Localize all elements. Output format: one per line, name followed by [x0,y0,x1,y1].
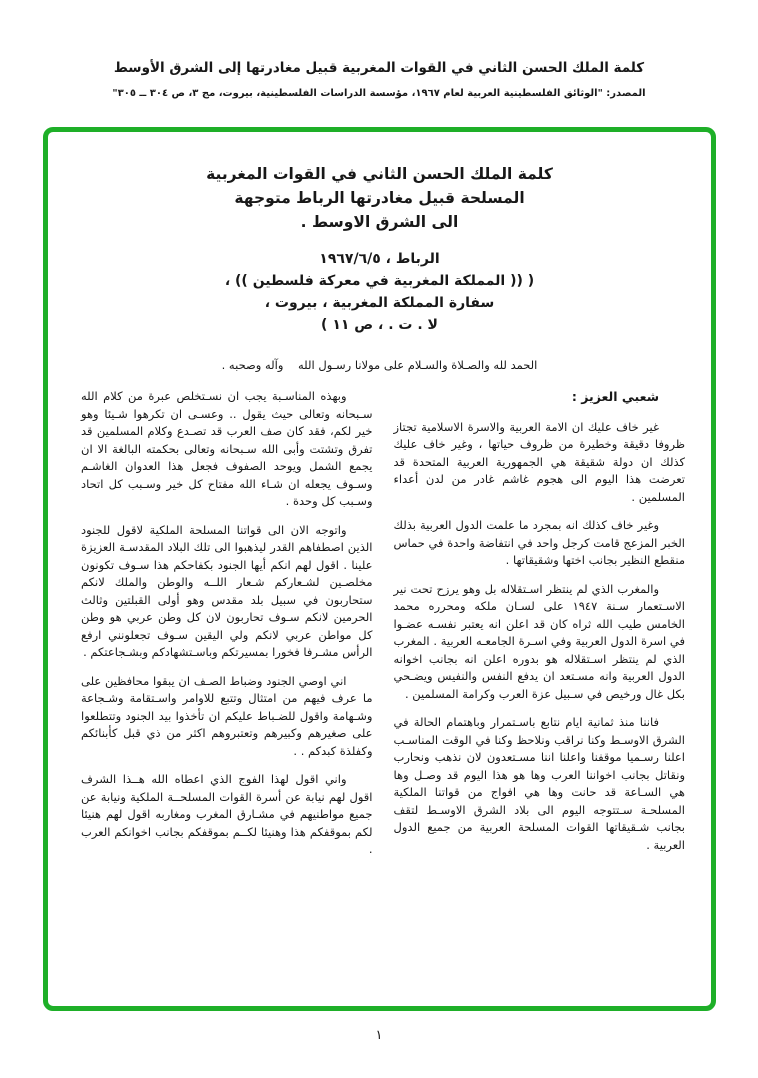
left-paragraph-1: وبهذه المناسـبة يجب ان نسـتخلص عبرة من كلام الله سـبحانه وتعالى حيث يقول .. وعسـى ان تكرهوا شـيئا وهو خير لكم، فقد كان صف العرب قد تصـدع وكلام المسلمين قد تفرق وتشتت وأبى الله سـبحانه وتعالى بحكمته البالغة الا ان يجمع الشمل ويوحد الصفوف فجعل هذا العدوان الغاشـم وسـوف يجعله ان شـاء الله مفتاح كل خير وسـبب كل اتحاد وسـبب كل وحدة . [81,389,373,508]
opening-invocation: الحمد لله والصـلاة والسـلام على مولانا رسـول الله وآله وصحبه . [221,358,538,372]
column-left [81,388,373,870]
citation-date-line: الرباط ، ١٩٦٧/٦/٥ [319,251,440,267]
left-paragraph-2: واتوجه الان الى قواتنا المسلحة الملكية لاقول للجنود الذين اصطفاهم القدر ليذهبوا الى تلك البلاد المقدسـة العزيزة علينا . اقول لهم انكم أيها الجنود بكفاحكم هذا سـوف تكونون مخلصـين لشـعاركم شـعار اللــه والوطن والملك لانكم ستحاربون في سبيل بلد مقدس وهو أولى القبلتين وثالث الحرمين لانكم سـوف تحاربون لان كل وطن عربي هو وطن كل مواطن عربي لانكم ولي اليقين سـوف تجعلونني ارفع الرأس مشـرفا فخورا بمسيرتكم وباسـتشهادكم وبشـجاعتكم . [81,522,373,659]
two-column-body [81,388,685,870]
citation-publisher-line: سفارة المملكة المغربية ، بيروت ، [264,295,495,311]
right-paragraph-3: والمغرب الذي لم ينتظر اسـتقلاله بل وهو يرزح تحت نير الاسـتعمار سـنة ١٩٤٧ على لسـان ملكه ومحرره محمد الخامس طيب الله ثراه كان قد اعلن انه يعتبر نفسـه عضـوا في اسرة الدول العربية وفي اسـرة الجامعـه العربية . المغرب الذي لم ينتظر اسـتقلاله هو بدوره اعلن انه بجانب اخوانه الدول العربية وانه مسـتعد ان يدفع النفس والنفيس ويضـحي بكل غال ورخيص في سـبيل عزة العرب وكرامة المسلمين . [393,581,685,701]
column-right [394,388,686,870]
document-citation [48,248,711,336]
right-paragraph-4: فاننا منذ ثمانية ايام نتابع باسـتمرار وباهتمام الحالة في الشرق الاوسـط وكنا نراقب ونلاحظ وكنا في الوقت المناسـب اعلنا رسـميا موقفنا واعلنا اننا مسـتعدون لان نذهب ونحارب ونقاتل بجانب اخواننا العرب وها هو هذا اليوم قد وصـل وها هي السـاعة قد حانت وها هي افواج من قواتنا الملكية المسلحـة سـتتوجه اليوم الى بلاد الشرق الاوسـط لتقف بجانب شـقيقاتها القوات المسلحة العربية من جميع الدول العربية . [393,715,685,852]
left-paragraph-4: واني اقول لهذا الفوج الذي اعطاه الله هــذا الشرف اقول لهم نيابة عن أسرة القوات المسلحــة الملكية ونيابة عن جميع مواطنيهم في مشـارق المغرب ومغاربه اقول لهم هنيئا لكم بموقفكم هذا وهنيئا لكــم بموقفكم بجانب اخوانكم العرب . [81,772,373,856]
document-scan-frame [43,127,716,1011]
left-paragraph-3: اني اوصي الجنود وضباط الصـف ان يبقوا محافظين على ما عرف فيهم من امتثال وتتبع للاوامر واسـتقامة وشـجاعة وشـهامة واقول للضـباط عليكم ان تأخذوا بيد الجنود وتتطلعوا على صغيرهم وكبيرهم وتعتبروهم اكثر من ذي قبل كأبنائكم وكفلذة كبدكم . . [81,673,373,758]
document-title [48,162,711,234]
header-title: كلمة الملك الحسن الثاني في القوات المغربية قبيل مغادرتها إلى الشرق الأوسط [113,60,645,76]
page-number: ١ [375,1028,383,1043]
citation-page-line: لا . ت . ، ص ١١ ) [321,317,438,333]
document-title-line-2: المسلحة قبيل مغادرتها الرباط متوجهة [234,189,525,207]
document-title-line-3: الى الشرق الاوسط . [300,213,459,231]
right-paragraph-2: وغير خاف كذلك انه بمجرد ما علمت الدول العربية بذلك الخبر المزعج قامت كرجل واحد في انتفاضة واحدة في حماس منقطع النظير بجانب اختها وشقيقاتها . [393,518,685,567]
document-title-line-1: كلمة الملك الحسن الثاني في القوات المغربية [206,165,553,183]
header-source: المصدر: "الوثائق الفلسطينية العربية لعام ١٩٦٧، مؤسسة الدراسات الفلسطينية، بيروت، مج ٣، ص ٣٠٤ ــ ٣٠٥" [112,88,646,99]
right-paragraph-1: غير خاف عليك ان الامة العربية والاسرة الاسلامية تجتاز ظروفا دقيقة وخطيرة من ظروف حياتها ، وغير خاف عليك كذلك ان دولة شقيقة هي الجمهورية العربية المتحدة قد تعرضت هذا اليوم الى هجوم غاشم غادر من لدن أعداء المسلمين . [393,419,685,504]
salutation: شعبي العزيز : [571,389,659,404]
citation-source-line: ( (( المملكة المغربية في معركة فلسطين )) ، [224,273,535,289]
